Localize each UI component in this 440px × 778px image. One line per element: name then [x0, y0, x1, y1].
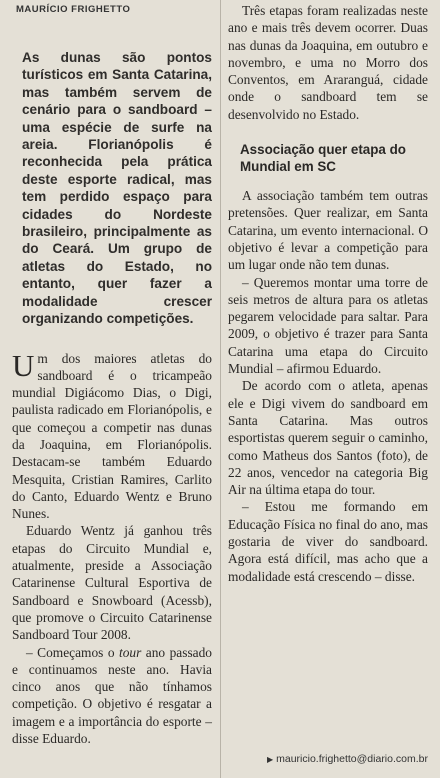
column-divider	[220, 0, 221, 778]
email-text: mauricio.frighetto@diario.com.br	[276, 753, 428, 765]
byline: MAURÍCIO FRIGHETTO	[16, 4, 131, 15]
body-paragraph	[12, 644, 212, 748]
arrow-right-icon: ▶	[266, 755, 274, 764]
body-paragraph	[12, 347, 212, 523]
author-email[interactable]	[267, 753, 428, 765]
subheading: Associação quer etapa do Mundial em SC	[240, 142, 406, 175]
paragraph-text: – Começamos o	[26, 644, 119, 660]
body-paragraph: De acordo com o atleta, apenas ele e Digi vivem do sandboard em Santa Catarina. Mas outros esportistas querem seguir o caminho, como Matheus dos Santos (foto), de 22 anos, vencedor na categoria Big Air na última etapa do tour.	[228, 378, 428, 498]
body-paragraph: Três etapas foram realizadas neste ano e mais três devem ocorrer. Duas nas dunas da Joaquina, em outubro e novembro, e uma no Morro dos Conventos, em Araranguá, cidade onde o sandboard tem se desenvolvido no Estado.	[228, 3, 428, 122]
right-column	[228, 0, 428, 585]
body-paragraph: A associação também tem outras pretensões. Quer realizar, em Santa Catarina, um evento internacional. O objetivo é levar a competição para um lugar onde não tem dunas.	[228, 188, 428, 273]
body-paragraph: Eduardo Wentz já ganhou três etapas do Circuito Mundial e, atualmente, preside a Associação Catarinense Cultural Esportiva de Sandboard e Snowboard (Acessb), que promove o Circuito Catarinense Sandboard Tour 2008.	[12, 523, 212, 643]
body-paragraph: – Estou me formando em Educação Física no final do ano, mas gostaria de viver do sandboard. Agora está difícil, mas acho que a modalidade está crescendo – disse.	[228, 499, 428, 584]
paragraph-text: m dos maiores atletas do sandboard é o tricampeão mundial Digiácomo Dias, o Digi, paulista radicado em Florianópolis, e que começou a competir nas dunas da Joaquina, em Florianópolis. Destacam-se também Eduardo Mesquita, Cristian Ramires, Carlito do Canto, Eduardo Wentz e Bruno Nunes.	[12, 350, 212, 522]
lead-paragraph: As dunas são pontos turísticos em Santa Catarina, mas também servem de cenário para o sandboard – uma espécie de surfe na areia. Florianópolis é reconhecida pela prática deste esporte radical, mas tem perdido espaço para cidades do Nordeste brasileiro, principalmente as do Ceará. Um grupo de atletas do Estado, no entanto, quer fazer a modalidade crescer organizando competições.	[22, 50, 212, 327]
italic-word: tour	[119, 644, 142, 660]
body-paragraph: – Queremos montar uma torre de seis metros de altura para os atletas pegarem velocidade para saltar. Para 2009, o objetivo é trazer para Santa Catarina uma etapa do Circuito Mundial – afirmou Eduardo.	[228, 274, 428, 377]
left-column	[12, 0, 212, 747]
drop-cap: U	[12, 347, 35, 383]
paragraph-text: ano passado e continuamos neste ano. Havia cinco anos que não tínhamos competição. O objetivo é resgatar a imagem e a importância do esporte – disse Eduardo.	[12, 644, 212, 747]
